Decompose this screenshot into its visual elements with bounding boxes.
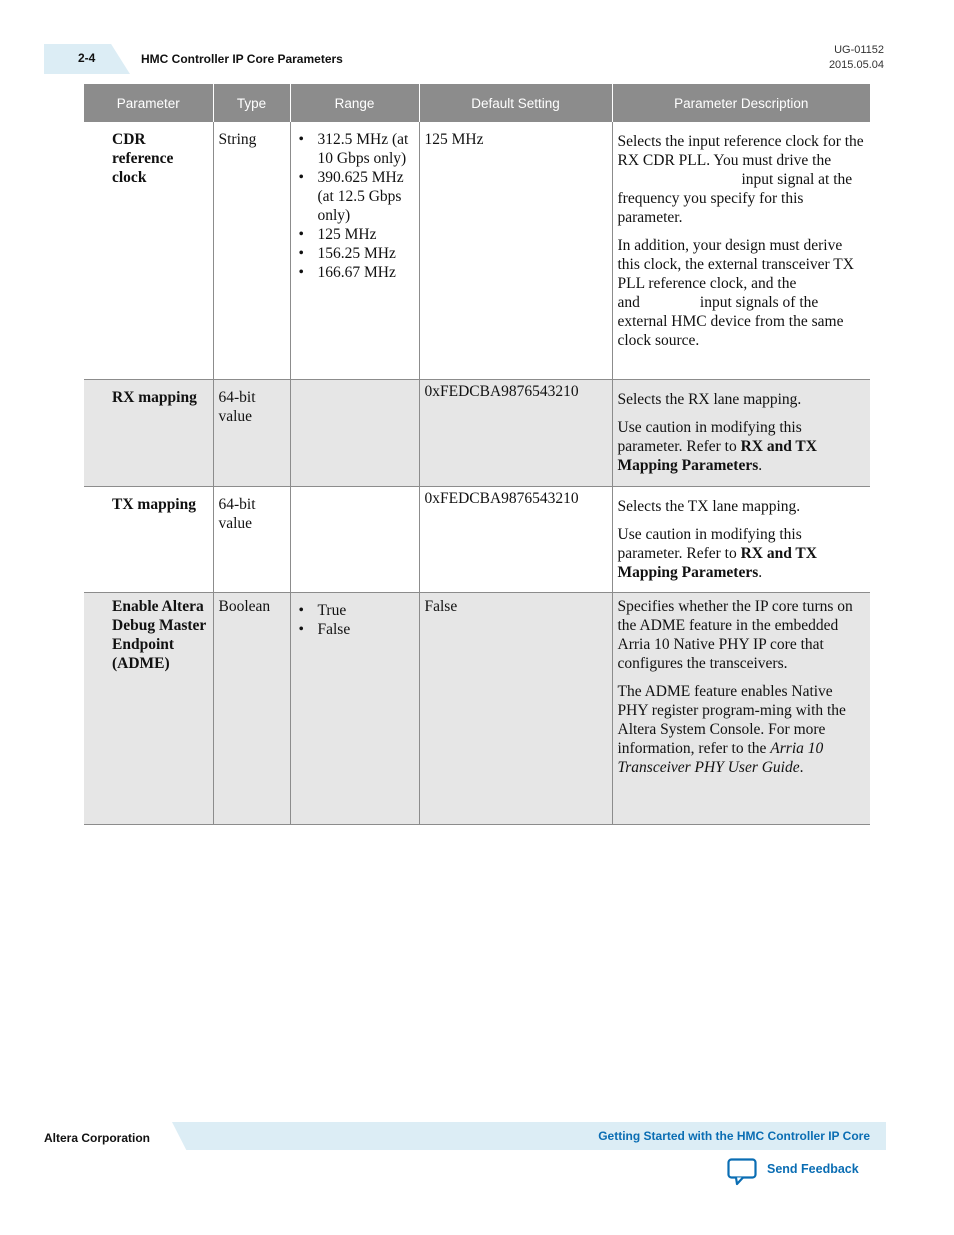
- description-text: and: [617, 294, 640, 311]
- description-paragraph: Specifies whether the IP core turns on the ADME feature in the embedded Arria 10 Native PHY IP core that configures the transceivers.: [617, 597, 853, 672]
- range-item: • 156.25 MHz: [296, 244, 415, 263]
- parameters-table: [84, 84, 870, 825]
- description-text: .: [799, 758, 804, 776]
- cross-reference-link[interactable]: Arria 10 Transceiver PHY User Guide: [617, 739, 824, 776]
- description-paragraph: Selects the TX lane mapping.: [617, 497, 801, 515]
- table-header-row: [84, 84, 870, 122]
- description-text: The ADME feature enables Native PHY register program-ming with the Altera System Console. For more information, refer to the: [617, 682, 846, 757]
- document-date: 2015.05.04: [828, 59, 884, 71]
- section-title: HMC Controller IP Core Parameters: [141, 52, 343, 66]
- parameter-range: [290, 486, 419, 592]
- parameter-type: String: [213, 122, 290, 379]
- parameter-default: 0xFEDCBA9876543210: [419, 379, 612, 486]
- description-paragraph: [618, 132, 867, 227]
- range-item: • True: [296, 601, 415, 620]
- description-paragraph: [618, 418, 867, 475]
- column-header-default: Default Setting: [419, 84, 612, 122]
- parameter-type: 64-bit value: [213, 379, 290, 486]
- description-text: input signal at the frequency you specify for this parameter.: [617, 171, 853, 226]
- parameter-name: TX mapping: [84, 486, 213, 592]
- table-row: [84, 486, 870, 592]
- description-paragraph: [618, 682, 867, 777]
- description-text: Use caution in modifying this parameter. Refer to: [617, 418, 802, 455]
- range-item: • 312.5 MHz (at 10 Gbps only): [296, 130, 415, 168]
- range-item: • 390.625 MHz (at 12.5 Gbps only): [296, 168, 415, 225]
- table-row: [84, 592, 870, 824]
- parameter-type: Boolean: [213, 592, 290, 824]
- column-header-description: Parameter Description: [612, 84, 870, 122]
- cross-reference-link[interactable]: RX and TX Mapping Parameters: [617, 437, 817, 474]
- range-item: • False: [296, 620, 415, 639]
- parameter-default: 125 MHz: [419, 122, 612, 379]
- parameter-description: [612, 379, 870, 486]
- range-list: [296, 601, 415, 639]
- parameter-default: False: [419, 592, 612, 824]
- parameter-type: 64-bit value: [213, 486, 290, 592]
- column-header-parameter: Parameter: [84, 84, 213, 122]
- parameter-name: CDR reference clock: [84, 122, 213, 379]
- speech-bubble-icon: [727, 1158, 757, 1191]
- table-row: [84, 379, 870, 486]
- description-text: .: [758, 563, 763, 581]
- table-row: [84, 122, 870, 379]
- document-id: UG-01152: [834, 44, 884, 56]
- description-text: Selects the input reference clock for the RX CDR PLL. You must drive the: [617, 133, 864, 169]
- range-item: • 125 MHz: [296, 225, 415, 244]
- cross-reference-link[interactable]: RX and TX Mapping Parameters: [617, 544, 817, 581]
- send-feedback-button[interactable]: [727, 1158, 859, 1188]
- parameter-range: [290, 379, 419, 486]
- document-info: [829, 43, 884, 73]
- description-text: Use caution in modifying this parameter. Refer to: [617, 525, 802, 562]
- parameter-default: 0xFEDCBA9876543210: [419, 486, 612, 592]
- parameter-description: [612, 122, 870, 379]
- parameter-description: [612, 486, 870, 592]
- column-header-type: Type: [213, 84, 290, 122]
- page-number: 2-4: [78, 51, 96, 65]
- company-name: Altera Corporation: [44, 1131, 151, 1145]
- parameter-range: [290, 122, 419, 379]
- description-text: input signals of the external HMC device from the same clock source.: [617, 294, 844, 349]
- description-paragraph: Selects the RX lane mapping.: [617, 390, 802, 408]
- description-text: .: [758, 456, 763, 474]
- parameter-range: [290, 592, 419, 824]
- description-text: In addition, your design must derive this clock, the external transceiver TX PLL reference clock, and the: [617, 237, 854, 292]
- parameter-description: [612, 592, 870, 824]
- column-header-range: Range: [290, 84, 419, 122]
- parameter-name: RX mapping: [84, 379, 213, 486]
- send-feedback-label: Send Feedback: [767, 1162, 859, 1176]
- chapter-link[interactable]: Getting Started with the HMC Controller IP Core: [598, 1129, 870, 1143]
- range-item: • 166.67 MHz: [296, 263, 415, 282]
- description-paragraph: [618, 525, 867, 582]
- description-paragraph: [618, 236, 867, 350]
- parameter-name: Enable Altera Debug Master Endpoint (ADME): [84, 592, 213, 824]
- range-list: [296, 130, 415, 282]
